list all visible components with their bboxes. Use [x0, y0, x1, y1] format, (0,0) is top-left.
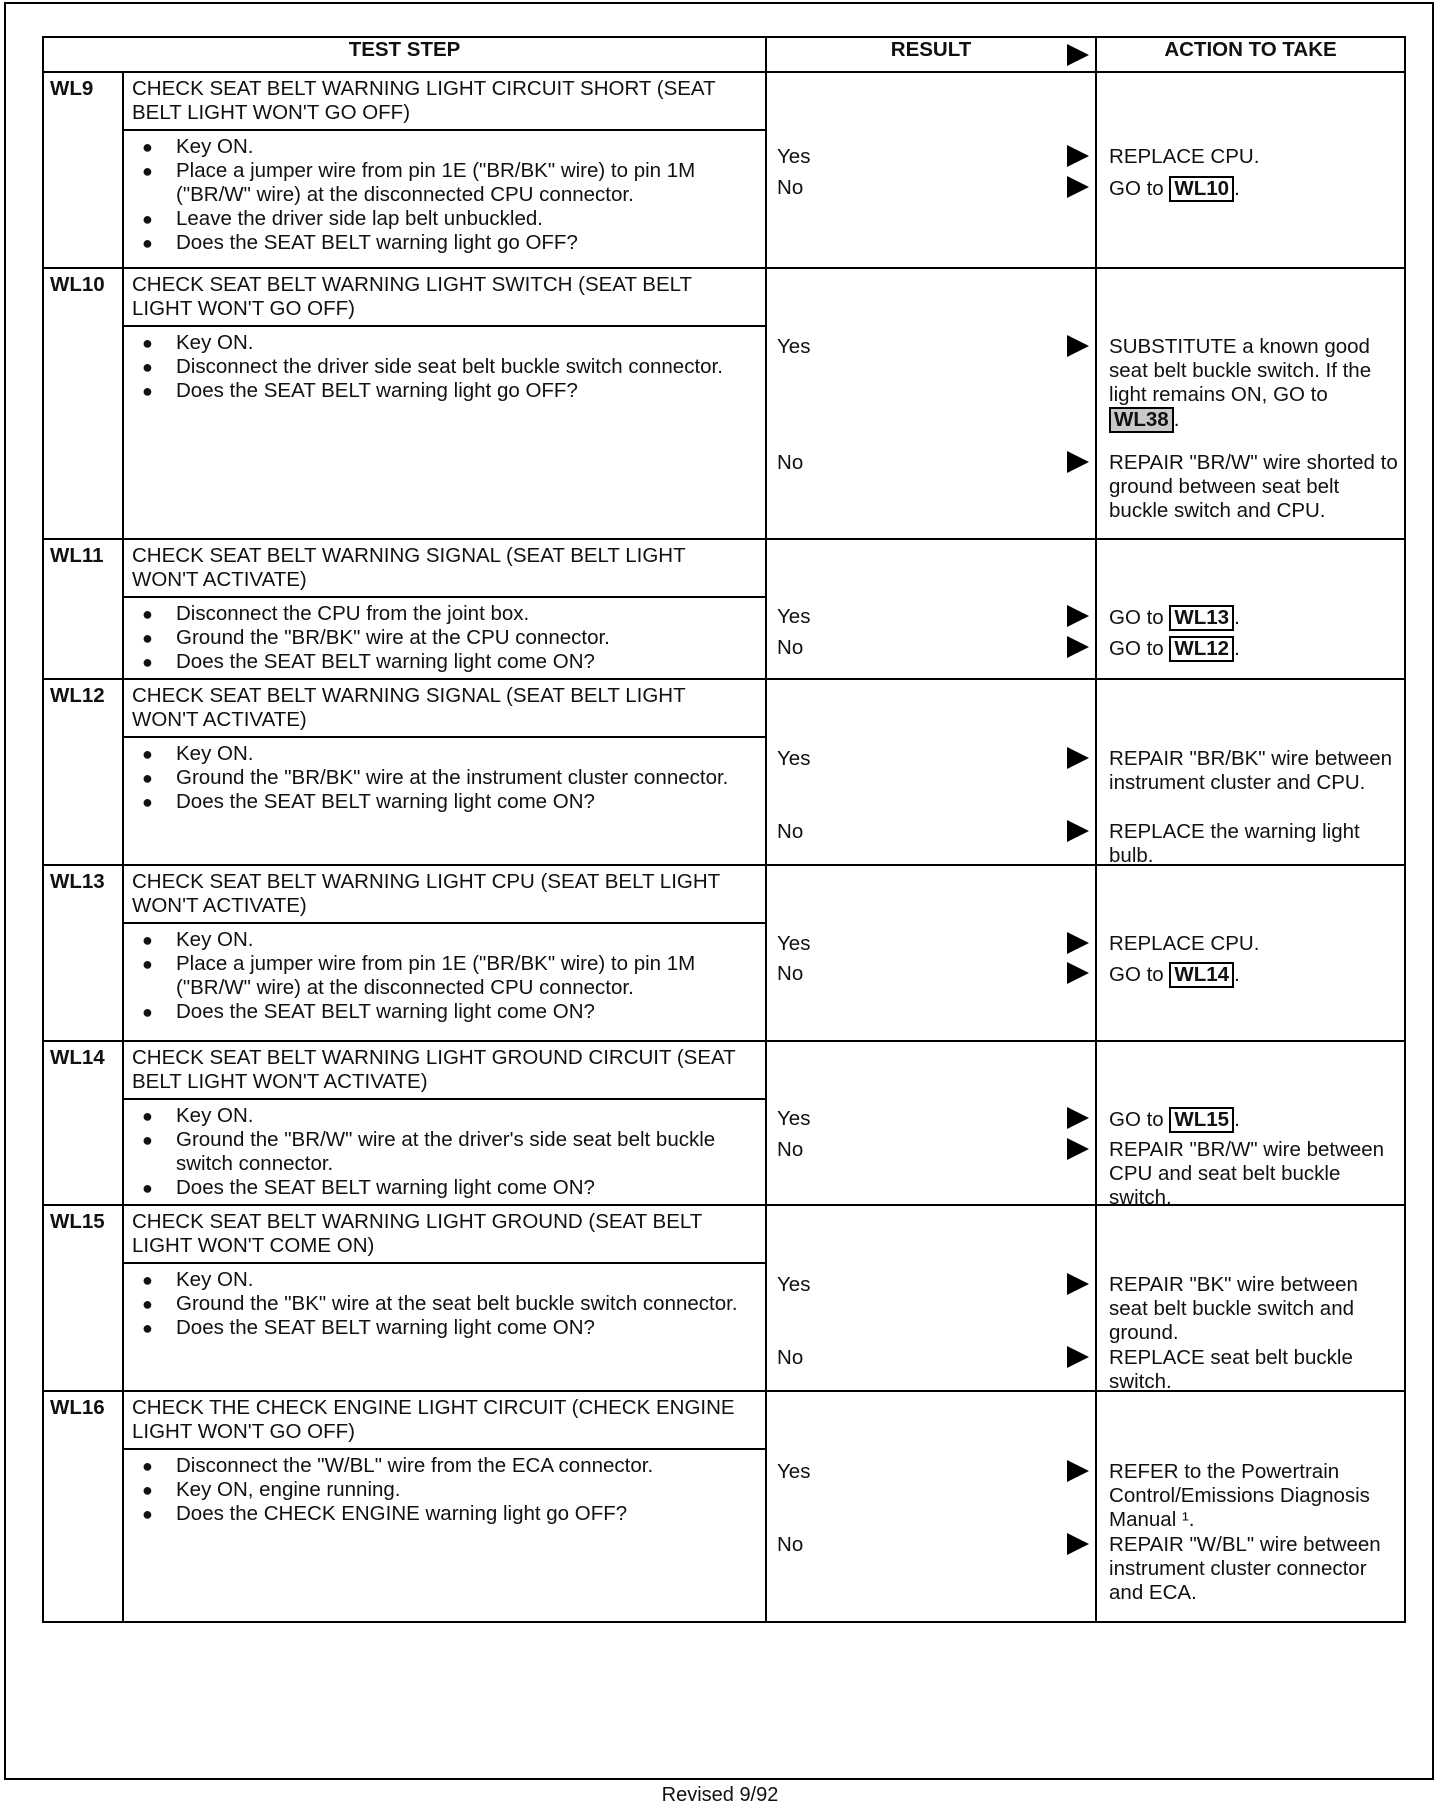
step-title: CHECK SEAT BELT WARNING SIGNAL (SEAT BELT LIGHT WON'T ACTIVATE): [123, 539, 766, 597]
arrow-icon: [1067, 636, 1089, 658]
result-label: Yes: [777, 932, 811, 955]
arrow-icon: [1067, 1533, 1089, 1555]
step-id: WL15: [43, 1205, 123, 1391]
procedure-list: [136, 928, 757, 1024]
header-test-step: TEST STEP: [43, 37, 766, 72]
procedure-item: ● Disconnect the "W/BL" wire from the ECA connector.: [136, 1454, 757, 1478]
action-text: [1109, 1533, 1398, 1605]
arrow-icon: [1067, 962, 1089, 984]
result-label: Yes: [777, 747, 811, 770]
result-label: No: [777, 820, 804, 843]
step-reference-link[interactable]: WL38: [1109, 407, 1174, 433]
step-title-row: [43, 1041, 1405, 1099]
procedure-item: ● Key ON.: [136, 928, 757, 952]
action-cell: [1096, 539, 1405, 679]
action-pre: REPLACE CPU.: [1109, 145, 1260, 168]
step-title-row: [43, 539, 1405, 597]
action-text: [1109, 1107, 1398, 1133]
action-cell: [1096, 1205, 1405, 1391]
result-yes: [777, 932, 1091, 956]
step-title-row: [43, 1205, 1405, 1263]
arrow-icon: [1067, 1138, 1089, 1160]
action-pre: GO to: [1109, 1108, 1170, 1131]
action-post: .: [1234, 963, 1240, 986]
action-text: [1109, 636, 1398, 662]
procedure-item: ● Key ON.: [136, 1268, 757, 1292]
procedure-item: ● Key ON.: [136, 331, 757, 355]
action-text: [1109, 176, 1398, 202]
action-pre: GO to: [1109, 606, 1170, 629]
arrow-icon: [1067, 1107, 1089, 1129]
step-id: WL10: [43, 268, 123, 539]
arrow-icon: [1067, 747, 1089, 769]
procedure-list: [136, 1104, 757, 1200]
result-label: No: [777, 636, 804, 659]
action-cell: [1096, 268, 1405, 539]
procedure-item: ● Place a jumper wire from pin 1E ("BR/BK" wire) to pin 1M ("BR/W" wire) at the disconnected CPU connector.: [136, 159, 757, 207]
action-pre: GO to: [1109, 177, 1170, 200]
header-result: [766, 37, 1096, 72]
arrow-icon: [1067, 605, 1089, 627]
procedure-list: [136, 602, 757, 674]
step-procedure: [123, 326, 766, 539]
procedure-item: ● Ground the "BR/W" wire at the driver's side seat belt buckle switch connector.: [136, 1128, 757, 1176]
result-cell: [766, 72, 1096, 268]
step-title: CHECK SEAT BELT WARNING LIGHT CIRCUIT SHORT (SEAT BELT LIGHT WON'T GO OFF): [123, 72, 766, 130]
result-cell: [766, 268, 1096, 539]
arrow-icon: [1067, 145, 1089, 167]
action-text: [1109, 962, 1398, 988]
step-title-row: [43, 72, 1405, 130]
procedure-item: ● Place a jumper wire from pin 1E ("BR/BK" wire) to pin 1M ("BR/W" wire) at the disconnected CPU connector.: [136, 952, 757, 1000]
action-text: [1109, 335, 1398, 433]
result-label: No: [777, 1138, 804, 1161]
result-yes: [777, 145, 1091, 169]
result-label: No: [777, 451, 804, 474]
action-pre: SUBSTITUTE a known good seat belt buckle switch. If the light remains ON, GO to: [1109, 335, 1372, 406]
result-no: [777, 962, 1091, 986]
procedure-list: [136, 135, 757, 255]
action-post: .: [1234, 606, 1240, 629]
action-pre: REPLACE CPU.: [1109, 932, 1260, 955]
result-cell: [766, 1205, 1096, 1391]
result-yes: [777, 1273, 1091, 1297]
procedure-item: ● Does the SEAT BELT warning light come ON?: [136, 790, 757, 814]
step-title-row: [43, 268, 1405, 326]
result-label: Yes: [777, 145, 811, 168]
step-id: WL16: [43, 1391, 123, 1622]
result-label: No: [777, 1533, 804, 1556]
procedure-item: ● Ground the "BK" wire at the seat belt buckle switch connector.: [136, 1292, 757, 1316]
result-yes: [777, 1460, 1091, 1484]
result-yes: [777, 747, 1091, 771]
procedure-item: ● Key ON.: [136, 1104, 757, 1128]
action-pre: REPAIR "W/BL" wire between instrument cluster connector and ECA.: [1109, 1533, 1381, 1604]
procedure-item: ● Key ON.: [136, 742, 757, 766]
result-no: [777, 636, 1091, 660]
step-title: CHECK THE CHECK ENGINE LIGHT CIRCUIT (CHECK ENGINE LIGHT WON'T GO OFF): [123, 1391, 766, 1449]
step-title: CHECK SEAT BELT WARNING SIGNAL (SEAT BELT LIGHT WON'T ACTIVATE): [123, 679, 766, 737]
arrow-icon: [1067, 1460, 1089, 1482]
step-procedure: [123, 1263, 766, 1391]
action-cell: [1096, 865, 1405, 1041]
action-pre: REPLACE the warning light bulb.: [1109, 820, 1360, 867]
arrow-icon: [1067, 44, 1089, 66]
action-pre: REFER to the Powertrain Control/Emissions Diagnosis Manual ¹.: [1109, 1460, 1370, 1531]
step-procedure: [123, 737, 766, 865]
result-cell: [766, 1041, 1096, 1205]
procedure-item: ● Does the SEAT BELT warning light go OFF?: [136, 231, 757, 255]
action-text: [1109, 747, 1398, 795]
result-label: No: [777, 962, 804, 985]
arrow-icon: [1067, 932, 1089, 954]
action-text: [1109, 605, 1398, 631]
arrow-icon: [1067, 820, 1089, 842]
procedure-list: [136, 742, 757, 814]
step-id: WL11: [43, 539, 123, 679]
arrow-icon: [1067, 1273, 1089, 1295]
result-cell: [766, 865, 1096, 1041]
result-no: [777, 176, 1091, 200]
result-label: Yes: [777, 1273, 811, 1296]
step-reference-link[interactable]: WL13: [1169, 605, 1234, 631]
result-label: Yes: [777, 1107, 811, 1130]
action-text: [1109, 1138, 1398, 1210]
action-text: [1109, 145, 1398, 169]
action-text: [1109, 1273, 1398, 1345]
step-title-row: [43, 1391, 1405, 1449]
result-label: No: [777, 176, 804, 199]
procedure-item: ● Does the SEAT BELT warning light go OFF?: [136, 379, 757, 403]
result-label: Yes: [777, 605, 811, 628]
action-pre: REPAIR "BR/W" wire shorted to ground between seat belt buckle switch and CPU.: [1109, 451, 1398, 522]
revision-footer: Revised 9/92: [661, 1784, 779, 1806]
step-procedure: [123, 923, 766, 1041]
action-cell: [1096, 72, 1405, 268]
procedure-list: [136, 331, 757, 403]
procedure-item: ● Disconnect the driver side seat belt buckle switch connector.: [136, 355, 757, 379]
result-no: [777, 1138, 1091, 1162]
step-procedure: [123, 597, 766, 679]
step-title-row: [43, 679, 1405, 737]
action-pre: REPAIR "BR/BK" wire between instrument cluster and CPU.: [1109, 747, 1393, 794]
step-procedure: [123, 1449, 766, 1622]
result-no: [777, 820, 1091, 844]
action-post: .: [1234, 637, 1240, 660]
step-title: CHECK SEAT BELT WARNING LIGHT GROUND CIRCUIT (SEAT BELT LIGHT WON'T ACTIVATE): [123, 1041, 766, 1099]
result-no: [777, 451, 1091, 475]
result-yes: [777, 605, 1091, 629]
table-header-row: [43, 37, 1405, 72]
action-cell: [1096, 1391, 1405, 1622]
result-no: [777, 1346, 1091, 1370]
procedure-item: ● Ground the "BR/BK" wire at the instrument cluster connector.: [136, 766, 757, 790]
procedure-item: ● Key ON, engine running.: [136, 1478, 757, 1502]
step-title: CHECK SEAT BELT WARNING LIGHT SWITCH (SEAT BELT LIGHT WON'T GO OFF): [123, 268, 766, 326]
step-reference-link[interactable]: WL14: [1169, 962, 1234, 988]
diagnostic-table: [42, 36, 1406, 1623]
action-cell: [1096, 1041, 1405, 1209]
step-reference-link[interactable]: WL15: [1169, 1107, 1234, 1133]
action-pre: REPLACE seat belt buckle switch.: [1109, 1346, 1353, 1393]
arrow-icon: [1067, 176, 1089, 198]
action-post: .: [1234, 177, 1240, 200]
result-cell: [766, 1391, 1096, 1622]
result-yes: [777, 335, 1091, 359]
action-pre: REPAIR "BR/W" wire between CPU and seat belt buckle switch.: [1109, 1138, 1385, 1209]
step-title: CHECK SEAT BELT WARNING LIGHT GROUND (SEAT BELT LIGHT WON'T COME ON): [123, 1205, 766, 1263]
procedure-list: [136, 1268, 757, 1340]
procedure-item: ● Does the SEAT BELT warning light come ON?: [136, 1316, 757, 1340]
procedure-item: ● Does the SEAT BELT warning light come ON?: [136, 650, 757, 674]
step-procedure: [123, 1099, 766, 1205]
step-id: WL14: [43, 1041, 123, 1205]
procedure-item: ● Does the CHECK ENGINE warning light go OFF?: [136, 1502, 757, 1526]
step-reference-link[interactable]: WL10: [1169, 176, 1234, 202]
procedure-item: ● Disconnect the CPU from the joint box.: [136, 602, 757, 626]
step-id: WL12: [43, 679, 123, 865]
step-id: WL9: [43, 72, 123, 268]
result-no: [777, 1533, 1091, 1557]
step-id: WL13: [43, 865, 123, 1041]
arrow-icon: [1067, 451, 1089, 473]
action-text: [1109, 932, 1398, 956]
procedure-item: ● Key ON.: [136, 135, 757, 159]
action-text: [1109, 1460, 1398, 1532]
action-pre: GO to: [1109, 963, 1170, 986]
arrow-icon: [1067, 1346, 1089, 1368]
action-text: [1109, 1346, 1398, 1394]
procedure-item: ● Leave the driver side lap belt unbuckled.: [136, 207, 757, 231]
procedure-item: ● Does the SEAT BELT warning light come ON?: [136, 1176, 757, 1200]
result-label: No: [777, 1346, 804, 1369]
header-action: ACTION TO TAKE: [1096, 37, 1405, 72]
result-cell: [766, 539, 1096, 679]
header-result-label: RESULT: [890, 38, 972, 61]
procedure-list: [136, 1454, 757, 1526]
action-post: .: [1234, 1108, 1240, 1131]
step-title-row: [43, 865, 1405, 923]
action-text: [1109, 820, 1398, 868]
procedure-item: ● Does the SEAT BELT warning light come ON?: [136, 1000, 757, 1024]
result-label: Yes: [777, 335, 811, 358]
procedure-item: ● Ground the "BR/BK" wire at the CPU connector.: [136, 626, 757, 650]
step-procedure: [123, 130, 766, 268]
action-post: .: [1173, 408, 1180, 431]
action-pre: GO to: [1109, 637, 1170, 660]
step-title: CHECK SEAT BELT WARNING LIGHT CPU (SEAT BELT LIGHT WON'T ACTIVATE): [123, 865, 766, 923]
action-pre: REPAIR "BK" wire between seat belt buckle switch and ground.: [1109, 1273, 1358, 1344]
result-label: Yes: [777, 1460, 811, 1483]
arrow-icon: [1067, 335, 1089, 357]
result-cell: [766, 679, 1096, 865]
result-yes: [777, 1107, 1091, 1131]
step-reference-link[interactable]: WL12: [1169, 636, 1234, 662]
action-cell: [1096, 679, 1405, 865]
action-text: [1109, 451, 1398, 523]
